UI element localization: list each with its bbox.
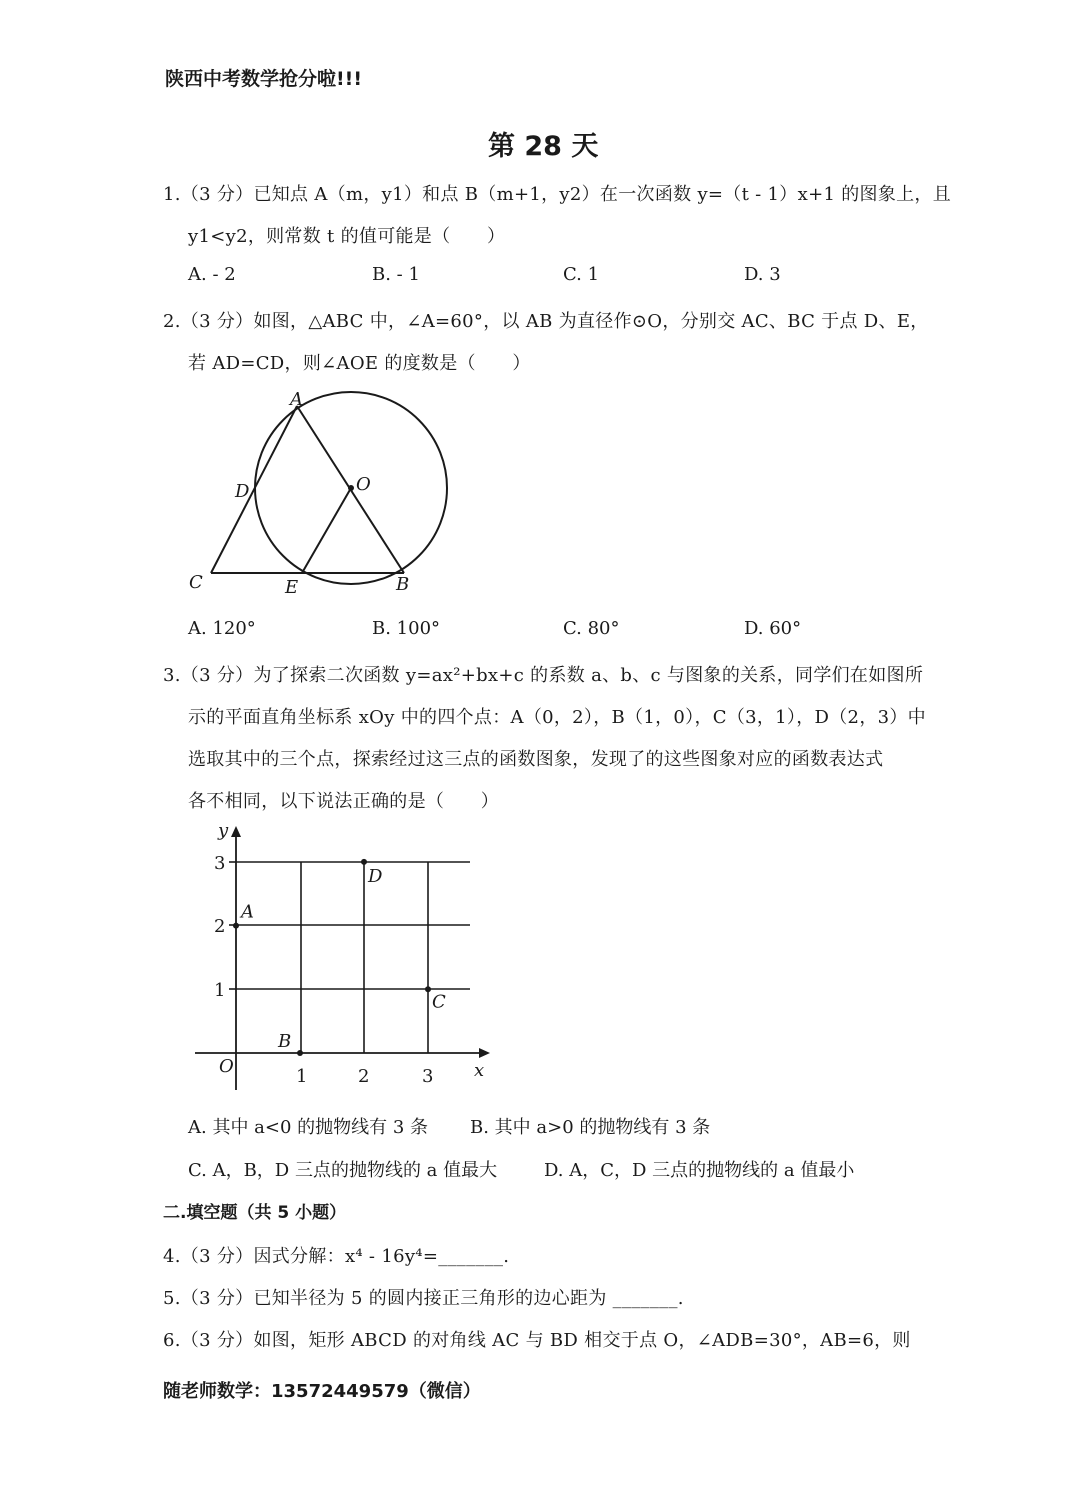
q5-text: 5.（3 分）已知半径为 5 的圆内接正三角形的边心距为 _______. [163, 1288, 684, 1309]
page-header: 陕西中考数学抢分啦!!! [165, 68, 362, 90]
q1-option-a: A. - 2 [188, 264, 236, 285]
figure-label-o: O [356, 474, 371, 495]
q1-option-d: D. 3 [744, 264, 781, 285]
x-tick-1: 1 [296, 1066, 308, 1087]
figure-label-e: E [285, 577, 299, 598]
page-footer: 随老师数学：13572449579（微信） [163, 1381, 481, 1402]
q1-option-c: C. 1 [563, 264, 600, 285]
section-fill-blank-title: 二.填空题（共 5 小题） [163, 1203, 347, 1223]
y-tick-1: 1 [214, 980, 226, 1001]
q2-option-c: C. 80° [563, 618, 620, 639]
axis-label-x: x [474, 1060, 485, 1081]
q1-option-b: B. - 1 [372, 264, 420, 285]
grid-point-label-d: D [368, 865, 383, 887]
q3-option-d: D. A，C，D 三点的抛物线的 a 值最小 [544, 1160, 855, 1181]
q2-line1: 2.（3 分）如图，△ABC 中，∠A=60°，以 AB 为直径作⊙O，分别交 AC、BC 于点 D、E， [163, 311, 929, 332]
grid-point-label-c: C [432, 991, 446, 1013]
q1-line2: y1<y2，则常数 t 的值可能是（ ） [188, 226, 506, 247]
figure-label-a: A [290, 389, 303, 410]
grid-point-label-b: B [278, 1031, 292, 1052]
x-tick-3: 3 [422, 1066, 434, 1087]
q3-line3: 选取其中的三个点，探索经过这三点的函数图象，发现了的这些图象对应的函数表达式 [188, 749, 884, 770]
page-title: 第 28 天 [488, 131, 599, 162]
q2-option-b: B. 100° [372, 618, 441, 639]
figure-label-d: D [235, 481, 250, 502]
grid-point-a [233, 923, 239, 929]
q3-coordinate-grid [185, 815, 495, 1090]
axis-label-y: y [218, 820, 229, 841]
origin-label: O [219, 1056, 234, 1077]
y-tick-3: 3 [214, 853, 226, 874]
figure-label-b: B [396, 574, 410, 595]
q1-line1: 1.（3 分）已知点 A（m，y1）和点 B（m+1，y2）在一次函数 y=（t - 1）x+1 的图象上，且 [163, 184, 952, 205]
q2-line2: 若 AD=CD，则∠AOE 的度数是（ ） [188, 353, 531, 374]
grid-point-d [361, 859, 367, 865]
grid-point-b [297, 1050, 303, 1056]
q3-option-b: B. 其中 a>0 的抛物线有 3 条 [470, 1117, 711, 1138]
figure-label-c: C [189, 572, 203, 593]
q3-line2: 示的平面直角坐标系 xOy 中的四个点：A（0，2），B（1，0），C（3，1），D（2，3）中 [188, 707, 926, 728]
q4-text: 4.（3 分）因式分解：x⁴ - 16y⁴=_______. [163, 1246, 510, 1267]
x-tick-2: 2 [358, 1066, 370, 1087]
q3-option-c: C. A，B，D 三点的抛物线的 a 值最大 [188, 1160, 498, 1181]
q3-line1: 3.（3 分）为了探索二次函数 y=ax²+bx+c 的系数 a、b、c 与图象的关系，同学们在如图所 [163, 665, 924, 686]
q3-line4: 各不相同，以下说法正确的是（ ） [188, 791, 500, 812]
y-tick-2: 2 [214, 916, 226, 937]
q2-circle-triangle-figure [180, 388, 460, 600]
q6-text: 6.（3 分）如图，矩形 ABCD 的对角线 AC 与 BD 相交于点 O，∠ADB=30°，AB=6，则 [163, 1330, 911, 1351]
grid-point-c [425, 986, 431, 992]
q2-option-d: D. 60° [744, 618, 802, 639]
grid-point-label-a: A [241, 901, 254, 923]
q2-option-a: A. 120° [188, 618, 256, 639]
q3-option-a: A. 其中 a<0 的抛物线有 3 条 [188, 1117, 429, 1138]
